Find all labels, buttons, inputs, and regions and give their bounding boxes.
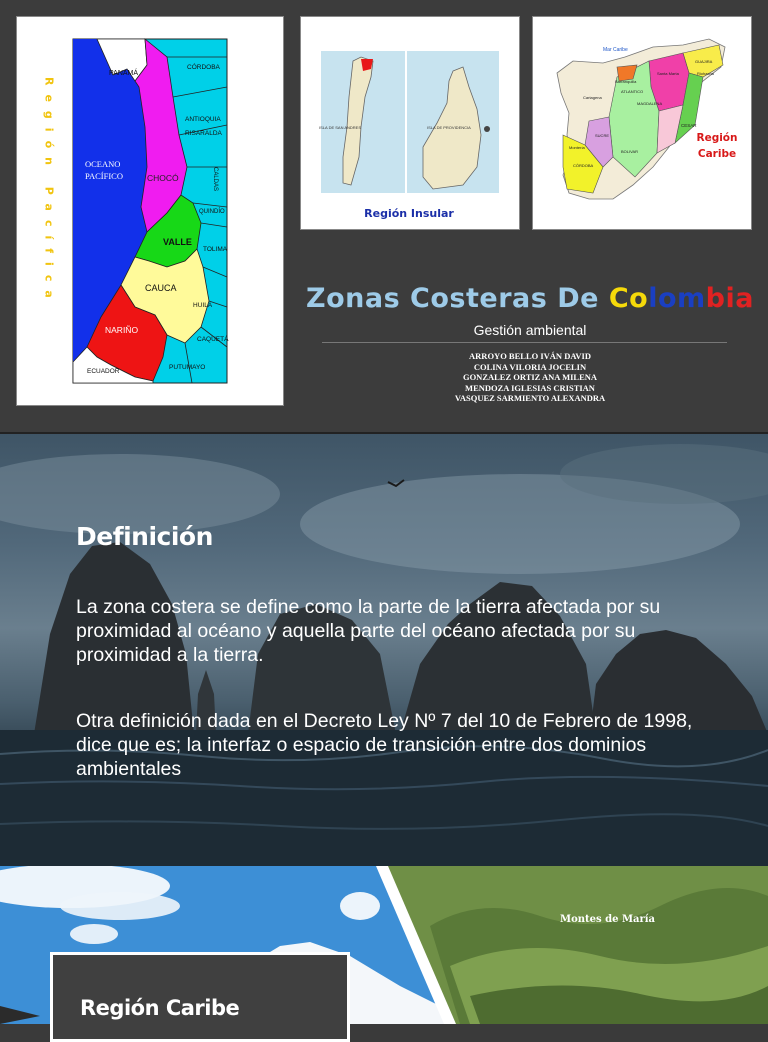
label-risaralda: RISARALDA [185, 130, 222, 137]
label-cordoba: CÓRDOBA [187, 64, 220, 71]
label-caldas: CALDAS [212, 167, 218, 192]
title-text-part: Zonas Costeras De [306, 283, 609, 314]
label-caqueta: CAQUETÁ [197, 336, 229, 343]
title-colombia-yellow: Co [608, 283, 649, 314]
label-cordoba-caribe: CÓRDOBA [573, 163, 594, 168]
label-santa-marta: Santa Marta [657, 71, 679, 76]
title-colombia-red: bia [705, 283, 754, 314]
author-name: COLINA VILORIA JOCELIN [473, 361, 587, 372]
label-sucre: SUCRE [595, 133, 610, 138]
author-name: ARROYO BELLO IVÁN DAVID [469, 351, 591, 361]
label-monteria: Montería [569, 145, 585, 150]
label-quindio: QUINDÍO [199, 209, 225, 215]
label-barranquilla: Barranquilla [615, 79, 637, 84]
region-caribe-heading: Región Caribe [80, 996, 240, 1020]
label-valle: VALLE [163, 237, 192, 247]
caribe-map-caption-line2: Caribe [697, 148, 737, 160]
definition-paragraph-1: La zona costera se define como la parte de la tierra afectada por su proximidad al océano y aquella parte del océano afectada por su proximidad a la tierra. [76, 596, 661, 666]
label-mar-caribe: Mar Caribe [603, 47, 628, 53]
label-antioquia: ANTIOQUIA [185, 116, 221, 123]
title-divider [322, 342, 727, 343]
label-isla-san-andres: ISLA DE SAN ANDRES [319, 125, 362, 130]
caribe-region-map [532, 16, 752, 230]
authors-list [400, 351, 660, 404]
label-narino: NARIÑO [105, 325, 139, 335]
author-name: VASQUEZ SARMIENTO ALEXANDRA [454, 393, 606, 403]
label-tolima: TOLIMA [203, 246, 228, 253]
presentation-subtitle: Gestión ambiental [473, 322, 587, 338]
definition-heading: Definición [76, 522, 213, 551]
label-magdalena: MAGDALENA [637, 101, 663, 106]
pacific-map-graphic [17, 17, 283, 405]
label-huila: HUILA [193, 302, 213, 309]
definition-paragraph-2: Otra definición dada en el Decreto Ley Nº 7 del 10 de Febrero de 1998, dice que es; la interfaz o espacio de transición entre dos dominios ambientales [76, 710, 693, 780]
author-name: MENDOZA IGLESIAS CRISTIAN [465, 382, 595, 393]
insular-map-caption: Región Insular [364, 207, 454, 220]
label-cartagena: Cartagena [583, 95, 602, 100]
label-cesar: CESAR [681, 123, 697, 128]
author-name: GONZALEZ ORTIZ ANA MILENA [462, 372, 598, 382]
title-colombia-blue: lom [648, 283, 706, 314]
label-oceano: OCEANO [85, 159, 121, 169]
label-riohacha: Riohacha [697, 71, 714, 76]
label-cauca: CAUCA [145, 283, 177, 293]
pacific-region-map [16, 16, 284, 406]
label-choco: CHOCÓ [147, 173, 179, 183]
insular-region-map [300, 16, 520, 230]
insular-map-graphic [301, 17, 519, 229]
label-putumayo: PUTUMAYO [169, 364, 206, 371]
region-pacifica-side-label: Región Pacífica [42, 77, 56, 307]
presentation-title [300, 283, 760, 314]
label-isla-providencia: ISLA DE PROVIDENCIA [427, 125, 471, 130]
label-pacifico: PACÍFICO [85, 171, 123, 181]
caribe-map-graphic [533, 17, 751, 229]
label-ecuador: ECUADOR [87, 368, 120, 375]
label-bolivar: BOLIVAR [621, 149, 639, 154]
label-panama: PANAMÁ [109, 70, 139, 77]
montes-de-maria-label: Montes de María [560, 914, 656, 925]
caribe-map-caption-line1: Región [696, 132, 738, 144]
label-guajira: GUAJIRA [695, 59, 713, 64]
label-atlantico: ATLANTICO [621, 89, 644, 94]
